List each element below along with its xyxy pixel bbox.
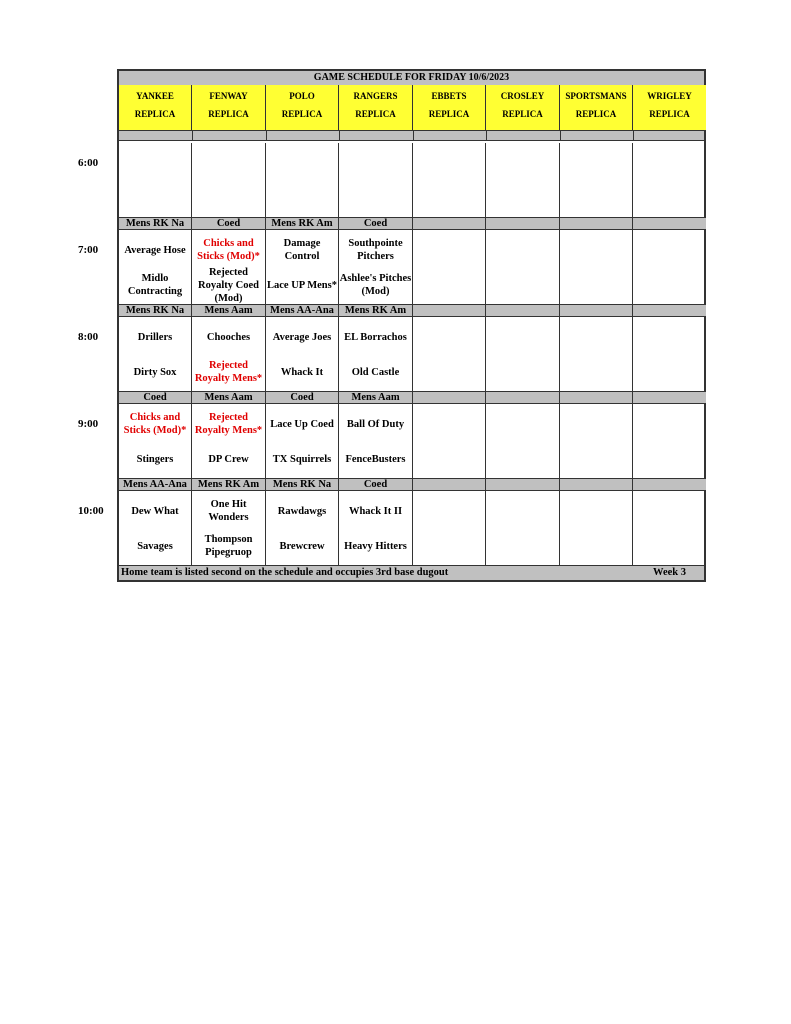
field-subtitle: REPLICA [134, 109, 176, 119]
division-label: Mens RK Na [119, 218, 192, 230]
field-subtitle: REPLICA [281, 109, 323, 119]
game-cell [560, 143, 633, 218]
field-header-fenway [192, 85, 266, 130]
division-label [633, 479, 706, 491]
division-label: Mens RK Na [266, 479, 339, 491]
division-label [486, 305, 560, 317]
division-label [413, 392, 486, 404]
division-label: Mens Aam [339, 392, 413, 404]
game-cell [266, 230, 339, 305]
team-name: Dirty Sox [133, 366, 177, 378]
game-cell [119, 230, 192, 305]
division-label: Coed [339, 218, 413, 230]
division-label: Mens Aam [192, 305, 266, 317]
division-label [560, 218, 633, 230]
header-divider-bar [119, 130, 704, 141]
field-name: FENWAY [209, 91, 248, 101]
game-cell [192, 317, 266, 392]
team-name: Average Joes [272, 331, 332, 343]
game-cell [119, 317, 192, 392]
division-label [413, 305, 486, 317]
game-cell [266, 491, 339, 566]
header-bar-divider [633, 130, 634, 141]
header-bar-divider [266, 130, 267, 141]
game-cell [192, 404, 266, 479]
header-bar-divider [486, 130, 487, 141]
division-label: Mens RK Am [192, 479, 266, 491]
game-cell [339, 143, 413, 218]
division-label: Coed [266, 392, 339, 404]
team-name: Whack It II [348, 505, 403, 517]
team-name: EL Borrachos [344, 331, 407, 343]
schedule-table [117, 69, 706, 582]
game-cell [266, 317, 339, 392]
header-bar-divider [560, 130, 561, 141]
team-name: Ball Of Duty [346, 418, 405, 430]
team-name: Midlo Contracting [127, 273, 183, 297]
game-cell [339, 230, 413, 305]
game-cell [192, 491, 266, 566]
division-label: Mens RK Na [119, 305, 192, 317]
field-header-sportsmans [560, 85, 633, 130]
game-cell [413, 317, 486, 392]
team-name: TX Squirrels [272, 453, 332, 465]
game-cell [560, 317, 633, 392]
field-name: EBBETS [431, 91, 467, 101]
game-cell [119, 491, 192, 566]
team-name: Chicks and Sticks (Mod)* [197, 238, 260, 262]
field-name: YANKEE [136, 91, 174, 101]
game-cell [633, 317, 706, 392]
team-name: Rejected Royalty Mens* [194, 360, 263, 384]
field-subtitle: REPLICA [355, 109, 396, 119]
team-name: Lace Up Coed [270, 418, 334, 430]
team-name: Brewcrew [279, 540, 325, 552]
game-cell [192, 143, 266, 218]
team-name: Heavy Hitters [344, 540, 407, 552]
week-label: Week 3 [653, 567, 686, 578]
game-cell [486, 491, 560, 566]
field-name: SPORTSMANS [565, 91, 627, 101]
game-cell [486, 143, 560, 218]
field-header-wrigley [633, 85, 706, 130]
home-team-note: Home team is listed second on the schedule and occupies 3rd base dugout [121, 567, 449, 578]
field-header-ebbets [413, 85, 486, 130]
team-name: Old Castle [351, 366, 400, 378]
game-cell [486, 317, 560, 392]
team-name: Whack It [280, 366, 324, 378]
time-label: 6:00 [78, 157, 99, 169]
schedule-title: GAME SCHEDULE FOR FRIDAY 10/6/2023 [119, 71, 704, 86]
game-cell [633, 404, 706, 479]
game-cell [413, 491, 486, 566]
game-cell [633, 143, 706, 218]
team-name: Southpointe Pitchers [348, 238, 403, 262]
field-header-rangers [339, 85, 413, 130]
game-cell [413, 230, 486, 305]
division-label [560, 392, 633, 404]
time-label: 8:00 [78, 331, 99, 343]
game-cell [266, 143, 339, 218]
game-cell [413, 143, 486, 218]
game-cell [560, 404, 633, 479]
game-cell [486, 230, 560, 305]
division-label [413, 479, 486, 491]
team-name: Stingers [136, 453, 174, 465]
division-label [633, 392, 706, 404]
division-label: Coed [192, 218, 266, 230]
field-subtitle: REPLICA [649, 109, 690, 119]
division-label: Coed [339, 479, 413, 491]
game-cell [486, 404, 560, 479]
division-label: Mens Aam [192, 392, 266, 404]
game-cell [560, 230, 633, 305]
division-label: Coed [119, 392, 192, 404]
game-cell [633, 491, 706, 566]
header-bar-divider [339, 130, 340, 141]
team-name: Lace UP Mens* [267, 279, 337, 291]
game-cell [633, 230, 706, 305]
team-name: Ashlee's Pitches (Mod) [339, 273, 412, 297]
game-cell [339, 317, 413, 392]
team-name: Damage Control [283, 238, 321, 262]
game-cell [339, 404, 413, 479]
game-cell [119, 143, 192, 218]
field-name: RANGERS [353, 91, 398, 101]
division-label [560, 479, 633, 491]
team-name: Rawdawgs [277, 505, 327, 517]
team-name: Dew What [131, 505, 179, 517]
header-bar-divider [413, 130, 414, 141]
game-cell [339, 491, 413, 566]
team-name: Chicks and Sticks (Mod)* [123, 412, 187, 436]
header-bar-divider [192, 130, 193, 141]
division-label [560, 305, 633, 317]
team-name: Savages [137, 540, 173, 552]
time-label: 9:00 [78, 418, 99, 430]
field-header-yankee [119, 85, 192, 130]
field-name: WRIGLEY [647, 91, 692, 101]
team-name: Thompson Pipegruop [204, 534, 253, 558]
division-label [633, 305, 706, 317]
field-name: POLO [289, 91, 315, 101]
team-name: One Hit Wonders [208, 499, 249, 523]
division-label: Mens RK Am [266, 218, 339, 230]
field-header-polo [266, 85, 339, 130]
division-label [486, 218, 560, 230]
division-label: Mens RK Am [339, 305, 413, 317]
game-cell [119, 404, 192, 479]
field-subtitle: REPLICA [208, 109, 249, 119]
division-label [633, 218, 706, 230]
division-label [413, 218, 486, 230]
field-header-crosley [486, 85, 560, 130]
division-label [486, 479, 560, 491]
field-subtitle: REPLICA [575, 109, 617, 119]
game-cell [192, 230, 266, 305]
team-name: DP Crew [208, 453, 249, 465]
time-label: 10:00 [78, 505, 104, 517]
schedule-footer [119, 565, 704, 580]
team-name: FenceBusters [345, 453, 406, 465]
team-name: Rejected Royalty Mens* [194, 412, 263, 436]
team-name: Chooches [206, 331, 251, 343]
field-subtitle: REPLICA [502, 109, 543, 119]
division-label: Mens AA-Ana [266, 305, 339, 317]
division-label: Mens AA-Ana [119, 479, 192, 491]
field-name: CROSLEY [500, 91, 545, 101]
division-label [486, 392, 560, 404]
game-cell [266, 404, 339, 479]
team-name: Drillers [137, 331, 173, 343]
time-label: 7:00 [78, 244, 99, 256]
team-name: Average Hose [124, 244, 186, 256]
game-cell [560, 491, 633, 566]
team-name: Rejected Royalty Coed (Mod) [198, 266, 259, 304]
game-cell [413, 404, 486, 479]
field-subtitle: REPLICA [428, 109, 470, 119]
